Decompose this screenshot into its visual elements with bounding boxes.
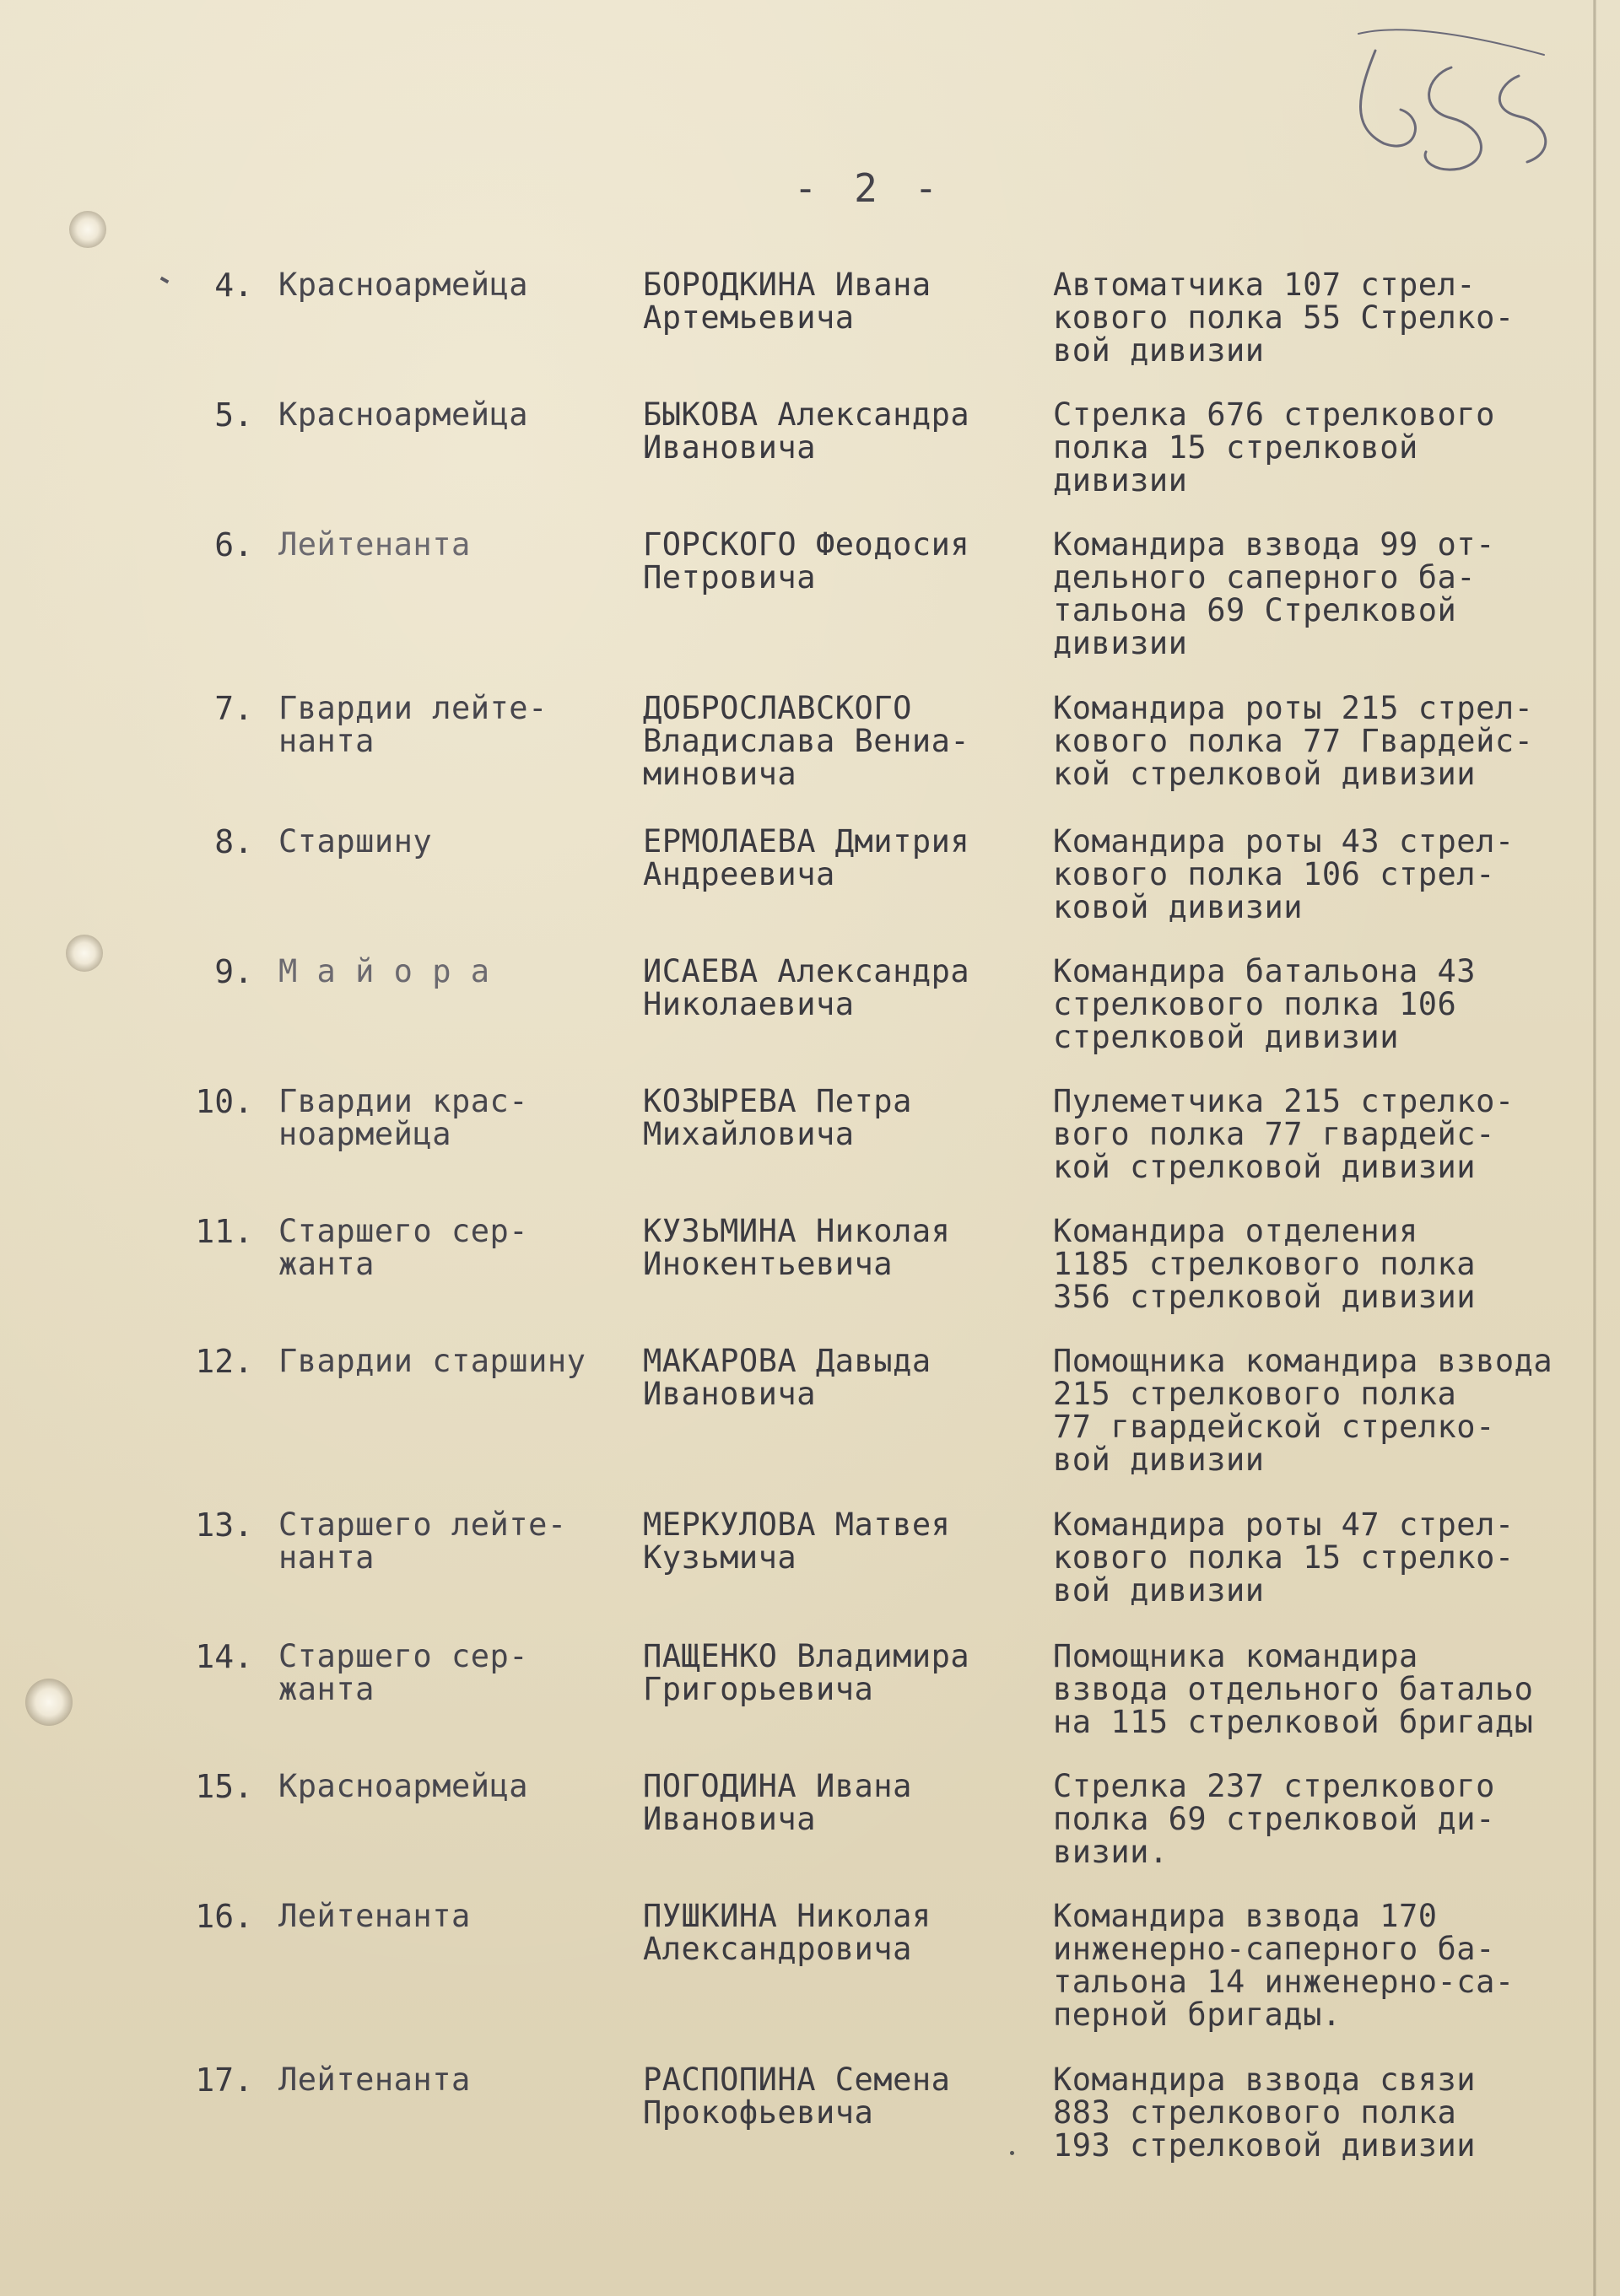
entry-name: ПУШКИНА Николая Александровича (643, 1898, 932, 1967)
entry-position: Стрелка 237 стрелкового полка 69 стрелковой ди- визии. (1053, 1768, 1495, 1870)
entry-rank: Красноармейца (278, 396, 529, 433)
entry-rank: Старшего лейте- нанта (278, 1506, 567, 1576)
ink-dot (1010, 2151, 1014, 2155)
entry-rank: М а й о р а (278, 953, 490, 989)
entry-number: 7. (214, 690, 253, 727)
entry-name: МАКАРОВА Давыда Ивановича (643, 1343, 932, 1412)
entry-position: Командира батальона 43 стрелкового полка 106 стрелковой дивизии (1053, 953, 1477, 1055)
entry-rank: Лейтенанта (278, 2062, 471, 2098)
entry-name: ПОГОДИНА Ивана Ивановича (643, 1768, 912, 1837)
entry-position: Командира роты 215 стрел- кового полка 77 Гвардейс- кой стрелковой дивизии (1053, 690, 1534, 792)
entry-number: 6. (214, 526, 253, 563)
entry-rank: Старшего сер- жанта (278, 1638, 529, 1707)
entry-name: ИСАЕВА Александра Николаевича (643, 953, 970, 1022)
entry-position: Пулеметчика 215 стрелко- вого полка 77 гвардейс- кой стрелковой дивизии (1053, 1083, 1515, 1185)
entry-number: 13. (195, 1506, 253, 1544)
entry-name: МЕРКУЛОВА Матвея Кузьмича (643, 1506, 951, 1576)
entry-position: Командира роты 47 стрел- кового полка 15 стрелко- вой дивизии (1053, 1506, 1515, 1609)
entry-name: ДОБРОСЛАВСКОГО Владислава Вениа- миновича (643, 690, 970, 792)
entry-rank: Красноармейца (278, 267, 529, 303)
entry-position: Командира взвода 170 инженерно-саперного ба- тальона 14 инженерно-са- перной бригады. (1053, 1898, 1515, 2033)
entry-rank: Старшего сер- жанта (278, 1213, 529, 1282)
entry-number: 4. (214, 267, 253, 304)
entry-rank: Старшину (278, 823, 433, 860)
page-number: - 2 - (793, 165, 945, 211)
entry-position: Стрелка 676 стрелкового полка 15 стрелковой дивизии (1053, 396, 1495, 499)
entry-position: Командира взвода связи 883 стрелкового полка 193 стрелковой дивизии (1053, 2062, 1477, 2164)
entry-number: 15. (195, 1768, 253, 1805)
entry-position: Командира отделения 1185 стрелкового полка 356 стрелковой дивизии (1053, 1213, 1477, 1315)
entry-number: 12. (195, 1343, 253, 1380)
entry-rank: Лейтенанта (278, 526, 471, 563)
entry-number: 10. (195, 1083, 253, 1120)
entry-rank: Гвардии крас- ноармейца (278, 1083, 529, 1152)
entry-number: 8. (214, 823, 253, 860)
entry-number: 9. (214, 953, 253, 990)
entry-rank: Красноармейца (278, 1768, 529, 1804)
entry-name: ГОРСКОГО Феодосия Петровича (643, 526, 970, 596)
entry-position: Помощника командира взвода 215 стрелкового полка 77 гвардейской стрелко- вой дивизии (1053, 1343, 1553, 1478)
entry-position: Командира взвода 99 от- дельного саперного ба- тальона 69 Стрелковой дивизии (1053, 526, 1495, 661)
entry-position: Автоматчика 107 стрел- кового полка 55 Стрелко- вой дивизии (1053, 267, 1515, 369)
entry-number: 14. (195, 1638, 253, 1675)
entry-rank: Гвардии старшину (278, 1343, 586, 1379)
entry-name: ЕРМОЛАЕВА Дмитрия Андреевича (643, 823, 970, 892)
entry-name: РАСПОПИНА Семена Прокофьевича (643, 2062, 951, 2131)
entry-number: 16. (195, 1898, 253, 1935)
entry-name: БЫКОВА Александра Ивановича (643, 396, 970, 466)
entry-position: Командира роты 43 стрел- кового полка 106 стрел- ковой дивизии (1053, 823, 1515, 925)
entry-position: Помощника командира взвода отдельного батальо на 115 стрелковой бригады (1053, 1638, 1534, 1740)
entry-name: КОЗЫРЕВА Петра Михайловича (643, 1083, 912, 1152)
entry-name: ПАЩЕНКО Владимира Григорьевича (643, 1638, 970, 1707)
entry-name: БОРОДКИНА Ивана Артемьевича (643, 267, 932, 336)
entry-number: 11. (195, 1213, 253, 1250)
entry-number: 5. (214, 396, 253, 434)
entry-name: КУЗЬМИНА Николая Инокентьевича (643, 1213, 951, 1282)
entry-rank: Гвардии лейте- нанта (278, 690, 548, 759)
entry-number: 17. (195, 2062, 253, 2099)
entry-rank: Лейтенанта (278, 1898, 471, 1934)
